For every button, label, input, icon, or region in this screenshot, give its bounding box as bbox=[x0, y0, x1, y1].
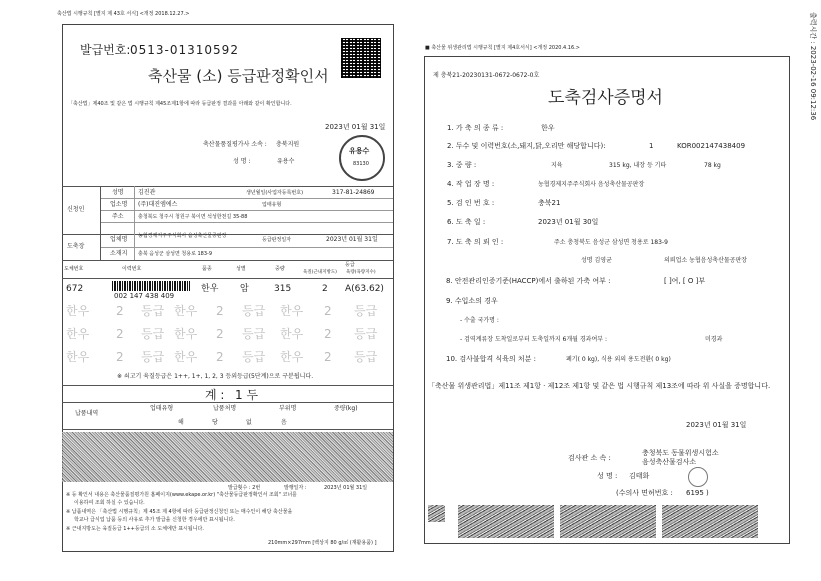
delivery-label: 납품내역 bbox=[75, 410, 99, 417]
item-value: 농협경제지주주식회사 음성축산물공판장 bbox=[538, 181, 645, 188]
ghost-text: 2 bbox=[324, 350, 332, 364]
slaughter-addr-label: 소재지 bbox=[110, 250, 128, 257]
footnote: ※ 근내지방도는 육질등급 1++등급의 소 도체에만 표시됩니다. bbox=[66, 526, 204, 532]
divider bbox=[62, 385, 393, 386]
ghost-text: 등급 bbox=[242, 350, 266, 364]
doc-number: 제 충북21-20230131-0672-0672-0호 bbox=[433, 72, 540, 79]
ghost-text: 한우 bbox=[66, 327, 90, 341]
company-label: 업소명 bbox=[110, 201, 128, 208]
inspector-name-label: 성 명 : bbox=[597, 472, 618, 480]
item-label: 5. 검 인 번 호 : bbox=[447, 199, 495, 207]
applicant-name-label: 성명 bbox=[112, 189, 124, 196]
item-extra: KOR002147438409 bbox=[677, 142, 746, 150]
applicant-name: 김진관 bbox=[138, 189, 156, 196]
client-name: 성명 김영균 bbox=[581, 257, 612, 264]
delivery-header-dest: 납품처명 bbox=[213, 405, 237, 412]
ghost-text: 한우 bbox=[174, 304, 198, 318]
delivery-value: 없 bbox=[246, 419, 252, 426]
right-date: 2023년 01월 31일 bbox=[686, 421, 747, 429]
ghost-text: 등급 bbox=[354, 350, 378, 364]
ghost-text: 한우 bbox=[66, 304, 90, 318]
judge-date-label: 등급판정일자 bbox=[262, 237, 291, 243]
ghost-text: 한우 bbox=[174, 350, 198, 364]
footnote: ※ 납품내역은 「축산법 시행규칙」제 45조 제 4항에 따라 등급판정신청인 또는 매수인이 해당 축산물을 bbox=[66, 509, 293, 515]
inspector-org2: 음성축산물검사소 bbox=[642, 458, 697, 466]
license-number: 6195 ) bbox=[686, 489, 709, 497]
import-label: 9. 수입소의 경우 bbox=[446, 297, 498, 305]
inspector-name: 김태화 bbox=[629, 472, 650, 480]
trace-number: 002 147 438 409 bbox=[114, 292, 175, 300]
total-value: 1 두 bbox=[235, 388, 259, 402]
ghost-text: 등급 bbox=[141, 350, 165, 364]
item-label: 1. 가 축 의 종 류 : bbox=[447, 124, 504, 132]
print-timestamp: 출력시간 : 2023-02-16 09:12:36 bbox=[809, 12, 817, 121]
security-pattern bbox=[662, 505, 758, 538]
item-value: 주소 충청북도 음성군 삼성면 청용로 183-9 bbox=[554, 239, 668, 246]
ghost-text: 등급 bbox=[141, 327, 165, 341]
ghost-text: 2 bbox=[324, 304, 332, 318]
official-seal-icon bbox=[339, 135, 385, 181]
security-pattern bbox=[62, 432, 393, 482]
ghost-text: 2 bbox=[116, 327, 124, 341]
delivery-header-part: 부위명 bbox=[279, 405, 297, 412]
divider bbox=[100, 222, 393, 223]
ghost-text: 한우 bbox=[174, 327, 198, 341]
grade-sub-yield: 육량(육량지수) bbox=[346, 270, 376, 275]
ghost-text: 한우 bbox=[66, 350, 90, 364]
inspector-org-label: 검사관 소 속 : bbox=[568, 454, 611, 462]
ghost-text: 한우 bbox=[280, 304, 304, 318]
addr-value: 충청북도 청주시 청원구 북이면 석성한천길 35-88 bbox=[138, 214, 248, 220]
item-value: 충북21 bbox=[538, 199, 561, 207]
grader-org-value: 충북지원 bbox=[276, 141, 300, 148]
divider bbox=[62, 260, 393, 261]
delivery-value: 음 bbox=[281, 419, 287, 426]
left-preamble: 「축산법」제40조 및 같은 법 시행규칙 제45조제1항에 따라 등급판정 결과를 아래와 같이 확인합니다. bbox=[68, 101, 292, 107]
ghost-text: 2 bbox=[216, 350, 224, 364]
left-date: 2023년 01월 31일 bbox=[325, 123, 386, 131]
grade-sub-quality: 육질(근내지방도) bbox=[303, 270, 337, 275]
ghost-text: 등급 bbox=[141, 304, 165, 318]
ghost-text: 한우 bbox=[280, 350, 304, 364]
import-period-value: 미경과 bbox=[705, 336, 723, 343]
grader-name-value: 유용수 bbox=[277, 158, 295, 165]
item-label: 3. 중 량 : bbox=[447, 161, 477, 169]
yield-grade: A(63.62) bbox=[345, 284, 384, 294]
breed: 한우 bbox=[201, 284, 219, 294]
ghost-text: 등급 bbox=[242, 327, 266, 341]
footnote: 이용하여 조회 하실 수 있습니다. bbox=[74, 500, 145, 506]
carcass-number: 672 bbox=[66, 284, 84, 294]
divider bbox=[134, 186, 135, 260]
client-org: 의뢰업소 농협음성축산물공판장 bbox=[664, 257, 748, 264]
paper-size: 210mm×297mm [백상지 80 g/㎡ (재활용품) ] bbox=[268, 540, 377, 546]
divider bbox=[62, 186, 393, 187]
ghost-text: 등급 bbox=[354, 304, 378, 318]
grade-header-breed: 품종 bbox=[202, 266, 212, 272]
security-pattern bbox=[458, 505, 554, 538]
divider bbox=[62, 402, 393, 403]
ghost-text: 2 bbox=[216, 327, 224, 341]
item-value: 지육 bbox=[551, 162, 563, 169]
divider bbox=[100, 210, 393, 211]
biz-type-label: 업태유형 bbox=[262, 202, 282, 208]
applicant-section: 신청인 bbox=[67, 206, 85, 213]
dob-label: 생년월일(사업자등록번호) bbox=[246, 190, 304, 196]
license-label: (수의사 면허번호 : bbox=[616, 489, 673, 497]
ghost-text: 등급 bbox=[354, 327, 378, 341]
import-country: - 수출 국가명 : bbox=[460, 317, 499, 324]
grader-org-label: 축산물품질평가사 소속 : bbox=[203, 141, 267, 148]
security-pattern-small bbox=[428, 505, 445, 522]
fail-value: 폐기( 0 kg), 식용 외의 용도전환( 0 kg) bbox=[566, 356, 671, 363]
ghost-text: 2 bbox=[324, 327, 332, 341]
issue-date: 2023년 01월 31일 bbox=[324, 485, 368, 491]
security-pattern bbox=[560, 505, 656, 538]
seal-name: 유용수 bbox=[349, 147, 370, 155]
grade-note: ※ 쇠고기 육질등급은 1++, 1+, 1, 2, 3 등외등급(5단계)으로 구분됩니다. bbox=[117, 373, 314, 380]
grade-header-trace: 이력번호 bbox=[122, 266, 142, 272]
inspector-org: 충청북도 동물위생시험소 bbox=[642, 449, 719, 457]
left-form-ref: 축산법 시행규칙 [별지 제 43호 서식] <개정 2018.12.27.> bbox=[57, 11, 190, 17]
divider bbox=[100, 247, 393, 248]
divider bbox=[100, 198, 393, 199]
delivery-header-weight: 중량(kg) bbox=[334, 405, 358, 412]
item-extra: 315 kg, 내장 등 기타 bbox=[609, 162, 667, 169]
ghost-text: 2 bbox=[116, 304, 124, 318]
item-extra2: 78 kg bbox=[704, 162, 721, 169]
slaughter-company: 농협경제지주주식회사 음성축산물공판장 bbox=[138, 233, 227, 239]
item-label: 6. 도 축 일 : bbox=[447, 218, 486, 226]
total-label: 계 : bbox=[205, 388, 225, 402]
fail-label: 10. 검사불합격 식육의 처분 : bbox=[446, 355, 537, 363]
divider bbox=[62, 429, 393, 430]
grader-name-label: 성 명 : bbox=[233, 158, 251, 165]
grade-header-weight: 중량 bbox=[275, 266, 285, 272]
legal-statement: 「축산물 위생관리법」제11조 제1항 · 제12조 제1항 및 같은 법 시행규칙 제13조에 따라 위 사실을 증명합니다. bbox=[428, 382, 771, 390]
ghost-text: 2 bbox=[216, 304, 224, 318]
grade-header-sex: 성별 bbox=[236, 266, 246, 272]
slaughter-company-label: 업체명 bbox=[110, 236, 128, 243]
quality-grade: 2 bbox=[322, 284, 328, 294]
grade-header-carcass: 도체번호 bbox=[64, 266, 84, 272]
item-value: 1 bbox=[649, 142, 654, 150]
item-value: 2023년 01월 30일 bbox=[538, 218, 599, 226]
left-title: 축산물 (소) 등급판정확인서 bbox=[148, 67, 329, 85]
import-period: - 검역계류장 도착일로부터 도축일까지 6개월 경과여부 : bbox=[460, 336, 607, 343]
item-label: 2. 두수 및 이력번호(소,돼지,닭,오리만 해당합니다): bbox=[447, 142, 606, 150]
footnote: 학교나 급식업 납품 등의 사유로 추가 발급을 신청한 경우에만 표시됩니다. bbox=[74, 517, 235, 523]
item-value: 한우 bbox=[541, 124, 555, 132]
signature-seal-icon bbox=[688, 467, 708, 487]
dob-value: 317-81-24869 bbox=[332, 189, 375, 196]
company-value: (주)대진엠에스 bbox=[138, 201, 178, 208]
issue-label: 발급번호: bbox=[80, 43, 131, 57]
item-label: 4. 작 업 장 명 : bbox=[447, 180, 495, 188]
delivery-value: 당 bbox=[212, 419, 218, 426]
ghost-text: 등급 bbox=[242, 304, 266, 318]
haccp-label: 8. 안전관리인증기준(HACCP)에서 출하된 가축 여부 : bbox=[446, 277, 611, 285]
right-title: 도축검사증명서 bbox=[548, 88, 663, 108]
qr-code-icon bbox=[341, 38, 381, 78]
barcode-icon bbox=[112, 281, 190, 291]
slaughter-section: 도축장 bbox=[67, 243, 85, 250]
seal-number: 83130 bbox=[353, 161, 369, 167]
divider bbox=[62, 278, 393, 279]
right-form-ref: ■ 축산물 위생관리법 시행규칙 [별지 제4호서식] <개정 2020.4.16.> bbox=[425, 45, 580, 51]
issue-date-label: 발행일자 : bbox=[284, 485, 307, 491]
sex: 암 bbox=[240, 284, 249, 294]
slaughter-addr: 충북 음성군 삼성면 청용로 183-9 bbox=[138, 251, 213, 257]
delivery-header-type: 업태유형 bbox=[150, 405, 174, 412]
delivery-value: 해 bbox=[178, 419, 184, 426]
ghost-text: 한우 bbox=[280, 327, 304, 341]
divider bbox=[100, 186, 101, 260]
issue-number: 0513-01310592 bbox=[130, 43, 239, 57]
ghost-text: 2 bbox=[116, 350, 124, 364]
addr-label: 주소 bbox=[112, 213, 124, 220]
haccp-value: [ ]여, [ O ]부 bbox=[664, 277, 706, 285]
weight: 315 bbox=[274, 284, 292, 294]
issue-count: 발급횟수 : 2번 bbox=[228, 485, 261, 491]
grade-header-grade: 등급 bbox=[345, 262, 355, 268]
footnote: ※ 등 확인서 내용은 축산물품질평가원 홈페이지(www.ekape.or.kr) "축산물등급판정확인서 조회" 코너를 bbox=[66, 492, 298, 498]
judge-date: 2023년 01월 31일 bbox=[326, 236, 378, 243]
item-label: 7. 도 축 의 뢰 인 : bbox=[447, 238, 504, 246]
